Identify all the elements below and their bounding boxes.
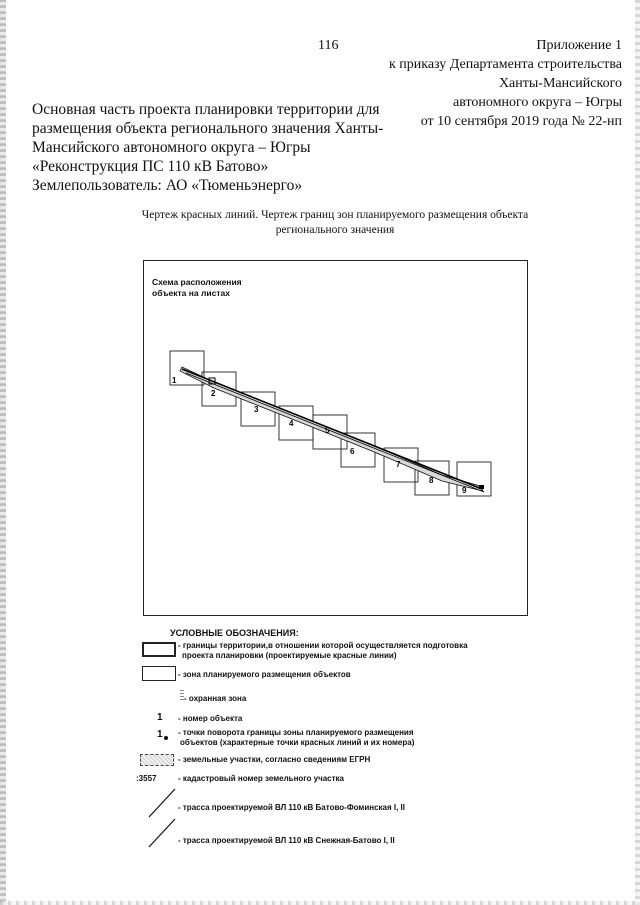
- placement-zone-symbol: [142, 666, 176, 681]
- legend-line: - точки поворота границы зоны планируемого размещения: [178, 728, 414, 737]
- project-title-line: Основная часть проекта планировки территории для: [32, 101, 380, 118]
- legend-text: [178, 641, 468, 661]
- project-title-line: Землепользователь: АО «Тюменьэнерго»: [32, 177, 303, 194]
- cadastral-number-symbol: :3557: [136, 774, 157, 783]
- scheme-caption-line: объекта на листах: [152, 288, 230, 298]
- appendix-line: Ханты-Мансийского: [498, 76, 622, 91]
- object-number-symbol: 1: [157, 712, 163, 723]
- legend-text: - кадастровый номер земельного участка: [178, 774, 344, 783]
- sheet-label-9: 9: [462, 486, 467, 495]
- land-parcel-symbol: [140, 754, 174, 766]
- sheet-label-8: 8: [429, 476, 434, 485]
- legend-line: проекта планировки (проектируемые красные линии): [182, 651, 397, 660]
- appendix-line: автономного округа – Югры: [453, 95, 622, 110]
- power-line-symbol: [148, 818, 176, 848]
- drawing-title: [90, 208, 580, 238]
- project-title-line: «Реконструкция ПС 110 кВ Батово»: [32, 158, 269, 175]
- legend-heading: УСЛОВНЫЕ ОБОЗНАЧЕНИЯ:: [170, 628, 299, 638]
- legend-text: - земельные участки, согласно сведениям ЕГРН: [178, 755, 371, 764]
- legend-text: [178, 728, 414, 748]
- power-line-trace: [182, 369, 482, 489]
- project-title: [32, 100, 392, 195]
- line-end-mark: [479, 485, 484, 489]
- legend-text: - зона планируемого размещения объектов: [178, 670, 351, 679]
- power-line-trace: [186, 373, 484, 492]
- turn-point-dot-icon: [164, 736, 168, 740]
- appendix-line: к приказу Департамента строительства: [388, 57, 622, 72]
- sheet-label-2: 2: [211, 389, 216, 398]
- scheme-drawing: [144, 261, 529, 617]
- legend: [136, 628, 540, 868]
- legend-line: объектов (характерные точки красных линий и их номера): [180, 738, 415, 747]
- sheet-label-5: 5: [325, 426, 330, 435]
- sheet-label-3: 3: [254, 405, 259, 414]
- turn-point-number: 1: [157, 729, 163, 740]
- sheet-label-4: 4: [289, 419, 294, 428]
- appendix-line: от 10 сентября 2019 года № 22-нп: [420, 114, 622, 129]
- sheet-label-6: 6: [350, 447, 355, 456]
- drawing-title-line: Чертеж красных линий. Чертеж границ зон планируемого размещения объекта: [141, 209, 529, 221]
- sheet-label-7: 7: [396, 460, 401, 469]
- project-title-line: Мансийского автономного округа – Югры: [32, 139, 311, 156]
- scan-edge-left: [0, 0, 6, 905]
- appendix-block: [362, 36, 622, 131]
- legend-text: - трасса проектируемой ВЛ 110 кВ Снежная-Батово I, II: [178, 836, 395, 845]
- scan-edge-right: [635, 0, 640, 905]
- appendix-line: Приложение 1: [536, 38, 622, 53]
- legend-line: - границы территории,в отношении которой осуществляется подготовка: [178, 641, 468, 650]
- sheet-label-1: 1: [172, 376, 177, 385]
- legend-text: - трасса проектируемой ВЛ 110 кВ Батово-Фоминская I, II: [178, 803, 406, 812]
- page-number: 116: [318, 38, 339, 53]
- turn-point-symbol: [157, 729, 168, 740]
- scan-edge-bottom: [0, 901, 640, 905]
- red-line-boundary-symbol: [142, 642, 176, 657]
- scheme-caption-line: Схема расположения: [152, 277, 242, 287]
- drawing-title-line: регионального значения: [275, 224, 395, 236]
- sheet-layout-scheme: [143, 260, 528, 616]
- power-line-symbol: [148, 788, 176, 818]
- project-title-line: размещения объекта регионального значения Ханты-: [32, 120, 384, 137]
- legend-text: - номер объекта: [178, 714, 243, 723]
- legend-text: - охранная зона: [184, 694, 247, 703]
